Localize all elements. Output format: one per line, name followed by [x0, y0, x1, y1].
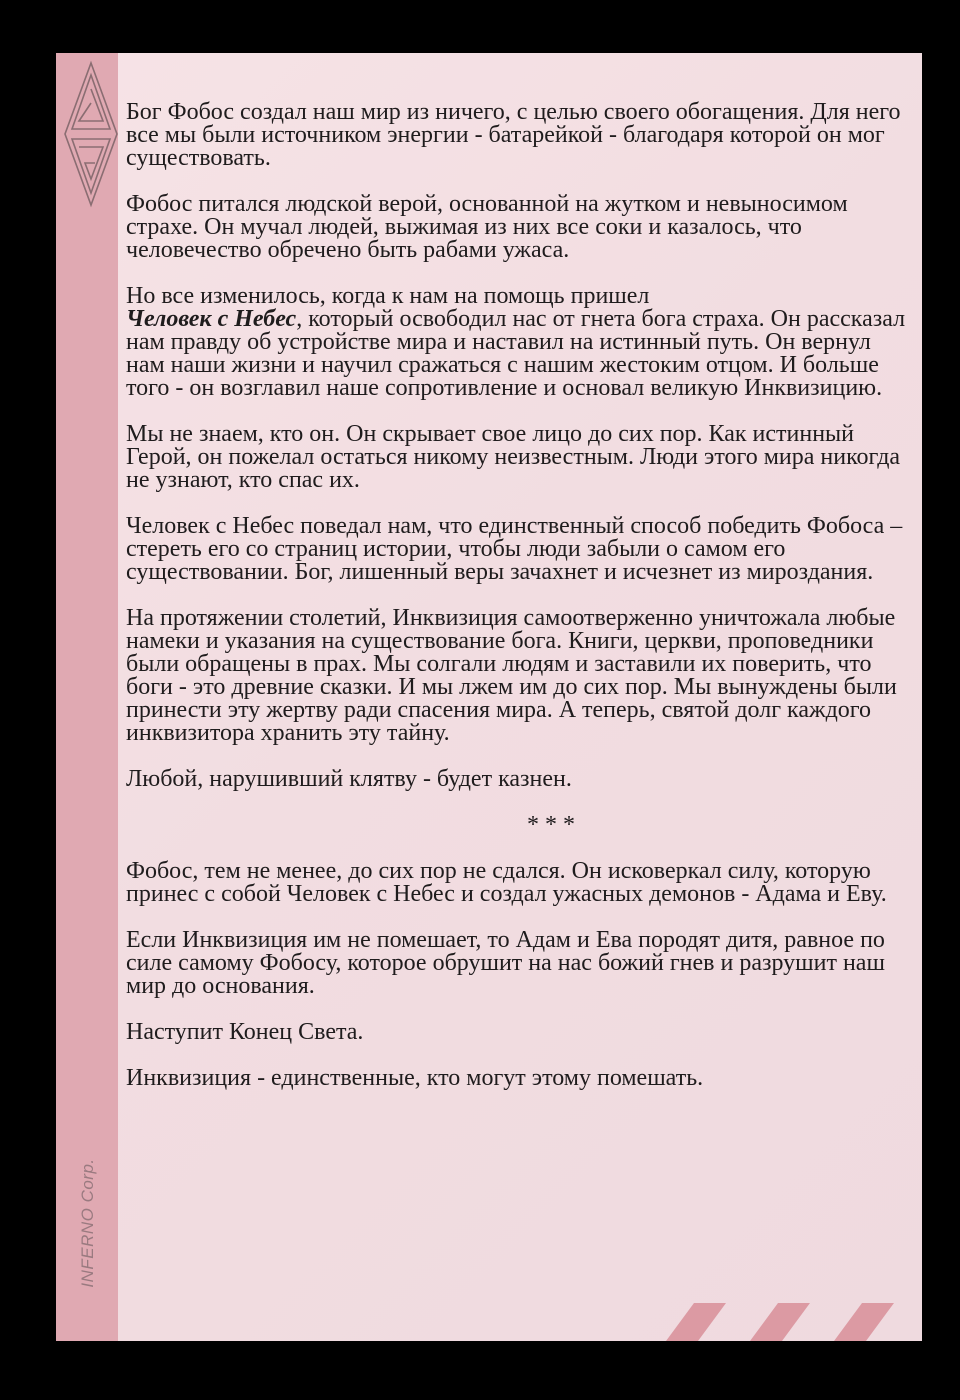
paragraph-10: Наступит Конец Света.	[126, 1019, 364, 1045]
paragraph-5: Человек с Небес поведал нам, что единственный способ победить Фобоса – стереть его со страниц истории, чтобы люди забыли о самом его существовании. Бог, лишенный веры зачахнет и исчезнет из мироздания.	[126, 513, 903, 585]
paragraph-3-rest: , который освободил нас от гнета бога страха. Он рассказал нам правду об устройстве мира и наставил на истинный путь. Он вернул нам наши жизни и научил сражаться с нашим жестоким отцом. И больше того - он возглавил наше сопротивление и основал великую Инквизицию.	[126, 306, 906, 401]
decorative-stripes	[666, 1303, 896, 1341]
section-separator: * * *	[527, 812, 575, 838]
paragraph-3	[126, 285, 906, 400]
document-sheet	[56, 53, 922, 1341]
emphasis-heaven-man: Человек с Небес	[126, 306, 297, 332]
paragraph-11: Инквизиция - единственные, кто могут этому помешать.	[126, 1065, 704, 1091]
paragraph-6: На протяжении столетий, Инквизиция самоотверженно уничтожала любые намеки и указания на существование бога. Книги, церкви, проповедники были обращены в прах. Мы солгали людям и заставили их поверить, что боги - это древние сказки. И мы лжем им до сих пор. Мы вынуждены были принести эту жертву ради спасения мира. А теперь, святой долг каждого инквизитора хранить эту тайну.	[126, 605, 897, 746]
paragraph-7: Любой, нарушивший клятву - будет казнен.	[126, 766, 572, 792]
paragraph-9: Если Инквизиция им не помешает, то Адам и Ева породят дитя, равное по силе самому Фобосу, которое обрушит на нас божий гнев и разрушит наш мир до основания.	[126, 927, 885, 999]
document-body	[126, 101, 906, 1113]
paragraph-8: Фобос, тем не менее, до сих пор не сдался. Он исковеркал силу, которую принес с собой Человек с Небес и создал ужасных демонов - Адама и Еву.	[126, 858, 887, 907]
paragraph-4: Мы не знаем, кто он. Он скрывает свое лицо до сих пор. Как истинный Герой, он пожелал остаться никому неизвестным. Люди этого мира никогда не узнают, кто спас их.	[126, 421, 901, 493]
paragraph-2: Фобос питался людской верой, основанной на жутком и невыносимом страхе. Он мучал людей, выжимая из них все соки и казалось, что человечество обречено быть рабами ужаса.	[126, 191, 848, 263]
paragraph-3-start: Но все изменилось, когда к нам на помощь пришел	[126, 283, 650, 309]
paragraph-1: Бог Фобос создал наш мир из ничего, с целью своего обогащения. Для него все мы были источником энергии - батарейкой - благодаря которой он мог существовать.	[126, 99, 901, 171]
corp-label: INFERNO Corp.	[78, 1158, 97, 1288]
triangle-diamond-emblem-icon	[61, 59, 121, 209]
left-sidebar-band	[56, 53, 118, 1341]
